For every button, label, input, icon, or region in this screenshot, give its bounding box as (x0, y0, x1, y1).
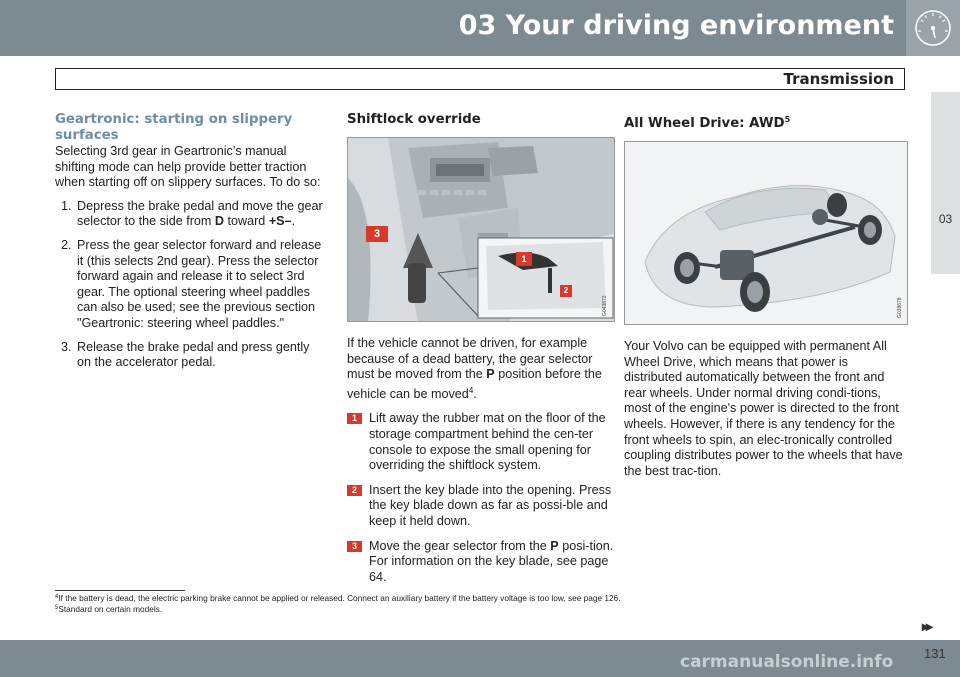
awd-heading-text: All Wheel Drive: AWD (624, 116, 785, 131)
step-badge (347, 413, 362, 424)
section-bar (55, 68, 905, 90)
callout-text: Move the gear selector from the (369, 538, 551, 553)
paragraph-bold: P (486, 367, 495, 382)
awd-paragraph: Your Volvo can be equipped with permanent All Wheel Drive, which means that power is distributed automatically between the front and rear wheels. Under normal driving condi-tions, most of the engine's power is directed to the front wheels. However, if there is any tendency for the front wheels to spin, an elec-tronically controlled coupling distributes power to the wheels that have the best trac-tion. (624, 339, 903, 478)
step-badge (347, 485, 362, 496)
callout-bold: P (550, 538, 559, 553)
list-item (347, 411, 615, 473)
paragraph-text: If the vehicle cannot be driven, for example because of a dead battery, the gear selector must be moved from the (347, 336, 593, 382)
awd-heading (624, 112, 908, 132)
list-item (347, 483, 615, 530)
chapter-side-tab[interactable] (931, 92, 960, 274)
step-text: Release the brake pedal and press gently on the accelerator pedal. (77, 339, 310, 370)
page-number: 131 (924, 646, 946, 661)
callout-text: posi-tion. For information on the key blade, see page 64. (369, 538, 614, 584)
badge-label: 2 (351, 484, 357, 495)
awd-figure (624, 141, 908, 325)
step-text: Depress the brake pedal and move the gear selector to the side from (77, 198, 323, 229)
footnote-ref[interactable]: 5 (784, 115, 791, 124)
list-item (55, 238, 323, 332)
list-item (55, 340, 323, 371)
shiftlock-paragraph (347, 336, 615, 402)
callout-marker-1: 1 (516, 252, 532, 266)
shiftlock-figure (347, 137, 615, 322)
footnote-divider (55, 590, 185, 591)
badge-label: 3 (351, 540, 357, 551)
callout-text: Lift away the rubber mat on the floor of the storage compartment behind the cen-ter console to expose the small opening for overriding the shiftlock system. (369, 411, 606, 473)
footnote-number: 4 (55, 594, 59, 600)
footnote-ref[interactable]: 4 (468, 385, 474, 395)
geartronic-intro: Selecting 3rd gear in Geartronic’s manual shifting mode can help provide better traction when starting off on slippery surfaces. To do so: (55, 144, 321, 190)
step-bold: +S– (268, 214, 292, 229)
list-item (347, 539, 615, 586)
step-text: toward (224, 214, 269, 229)
step-text: . (291, 214, 296, 229)
middle-column (347, 112, 615, 585)
badge-label: 1 (351, 413, 357, 424)
left-column (55, 112, 323, 371)
figure-code: G043872 (602, 295, 608, 316)
footnote-text: If the battery is dead, the electric parking brake cannot be applied or released. Connect an auxiliary battery if the battery voltage is too low, see page 126. (58, 593, 621, 603)
header-band (0, 0, 960, 56)
step-bold: D (214, 214, 225, 229)
right-column (624, 112, 908, 479)
side-tab-number: 03 (938, 212, 953, 226)
shiftlock-heading: Shiftlock override (347, 112, 481, 127)
step-number: 1. (61, 198, 72, 213)
callout-text: Insert the key blade into the opening. Press the key blade down as far as possi-ble and keep it held down. (369, 482, 612, 528)
footnote (55, 593, 621, 603)
step-number: 2. (61, 237, 72, 252)
speedometer-icon (906, 0, 960, 56)
center-console-illustration (348, 138, 615, 322)
footnote-number: 5 (55, 605, 59, 611)
step-badge (347, 541, 362, 552)
paragraph-text: . (473, 386, 477, 401)
chapter-title: 03 Your driving environment (458, 10, 894, 41)
step-number: 3. (61, 339, 72, 354)
watermark: carmanualsonline.info (680, 652, 894, 672)
figure-code: G038678 (897, 297, 903, 318)
footnote (55, 604, 162, 614)
awd-car-illustration (625, 142, 908, 325)
geartronic-heading: Geartronic: starting on slippery surfaces (55, 112, 293, 143)
paragraph-text: position before the vehicle can be moved (347, 367, 602, 401)
next-page-arrow-icon[interactable]: ▸▸ (922, 618, 931, 634)
callout-marker-2: 2 (560, 285, 572, 297)
footnote-text: Standard on certain models. (58, 604, 163, 614)
list-item (55, 199, 323, 230)
callout-marker-3: 3 (366, 226, 388, 242)
step-text: Press the gear selector forward and release it (this selects 2nd gear). Press the selector forward again and release it to select 3rd gear. The optional steering wheel paddles can also be used; see the previous section "Geartronic: steering wheel paddles." (77, 237, 322, 330)
section-title: Transmission (783, 70, 894, 88)
